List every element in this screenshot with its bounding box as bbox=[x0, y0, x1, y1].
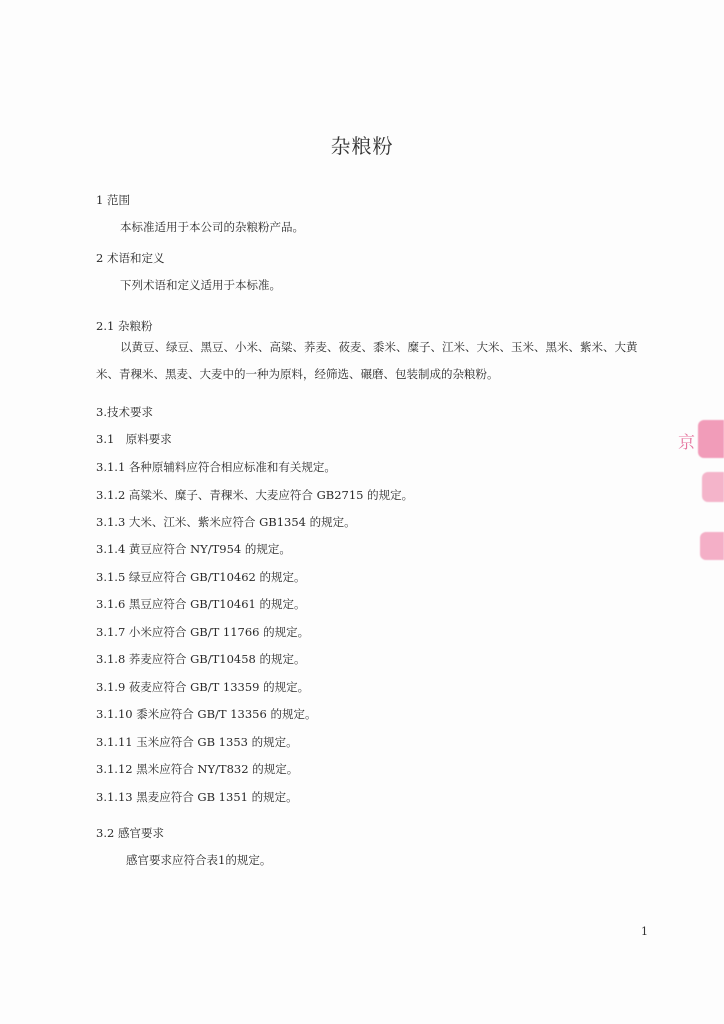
requirement-item: 3.1.10 黍米应符合 GB/T 13356 的规定。 bbox=[96, 707, 317, 721]
requirement-item: 3.1.3 大米、江米、紫米应符合 GB1354 的规定。 bbox=[96, 515, 356, 529]
requirement-item: 3.1.1 各种原辅料应符合相应标准和有关规定。 bbox=[96, 460, 336, 474]
section-3-2-heading: 3.2 感官要求 bbox=[96, 826, 164, 840]
requirement-item: 3.1.7 小米应符合 GB/T 11766 的规定。 bbox=[96, 625, 310, 639]
section-3-heading: 3.技术要求 bbox=[96, 405, 153, 419]
document-title: 杂粮粉 bbox=[330, 134, 394, 158]
section-1-text: 本标准适用于本公司的杂粮粉产品。 bbox=[120, 220, 304, 234]
requirement-item: 3.1.6 黑豆应符合 GB/T10461 的规定。 bbox=[96, 597, 306, 611]
requirement-item: 3.1.2 高粱米、糜子、青稞米、大麦应符合 GB2715 的规定。 bbox=[96, 488, 414, 502]
seal-stamp-fragment bbox=[700, 532, 724, 560]
requirement-item: 3.1.12 黑米应符合 NY/T832 的规定。 bbox=[96, 762, 299, 776]
section-3-1-heading: 3.1 原料要求 bbox=[96, 432, 172, 446]
page-number: 1 bbox=[641, 925, 648, 938]
requirement-item: 3.1.8 荞麦应符合 GB/T10458 的规定。 bbox=[96, 652, 306, 666]
section-2-1-heading: 2.1 杂粮粉 bbox=[96, 319, 153, 333]
requirement-item: 3.1.9 莜麦应符合 GB/T 13359 的规定。 bbox=[96, 680, 310, 694]
section-1-heading: 1 范围 bbox=[96, 193, 130, 207]
section-3-2-text: 感官要求应符合表1的规定。 bbox=[126, 853, 272, 867]
section-2-text: 下列术语和定义适用于本标准。 bbox=[120, 278, 281, 292]
requirement-item: 3.1.13 黑麦应符合 GB 1351 的规定。 bbox=[96, 790, 298, 804]
requirement-item: 3.1.4 黄豆应符合 NY/T954 的规定。 bbox=[96, 542, 291, 556]
seal-stamp-fragment bbox=[698, 420, 724, 458]
requirement-item: 3.1.5 绿豆应符合 GB/T10462 的规定。 bbox=[96, 570, 306, 584]
requirement-item: 3.1.11 玉米应符合 GB 1353 的规定。 bbox=[96, 735, 298, 749]
section-2-1-text: 以黄豆、绿豆、黑豆、小米、高粱、荞麦、莜麦、黍米、糜子、江米、大米、玉米、黑米、紫米、大黄米、青稞米、黑麦、大麦中的一种为原料，经筛选、碾磨、包装制成的杂粮粉。 bbox=[96, 340, 638, 381]
seal-stamp-text: 京 bbox=[678, 433, 695, 453]
section-2-heading: 2 术语和定义 bbox=[96, 251, 165, 265]
seal-stamp-fragment bbox=[702, 472, 724, 502]
